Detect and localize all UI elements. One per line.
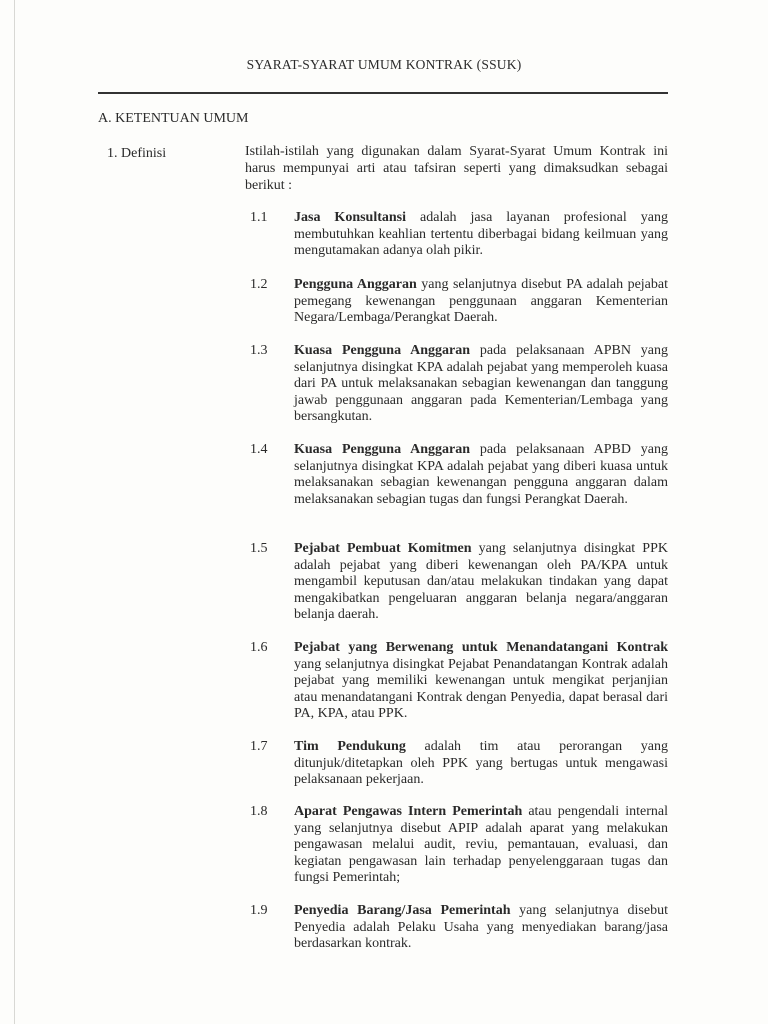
item-number: 1.5	[250, 541, 268, 556]
item-term: Kuasa Pengguna Anggaran	[294, 442, 471, 457]
item-description: yang selanjutnya disingkat PPK adalah pejabat yang diberi kewenangan oleh PA/KPA untuk mengambil keputusan dan/atau melakukan tindakan yang dapat mengakibatkan pengeluaran anggaran belanja negara/anggaran belanja daerah.	[294, 541, 668, 622]
definition-intro: Istilah-istilah yang digunakan dalam Syarat-Syarat Umum Kontrak ini harus mempunyai arti atau tafsiran seperti yang dimaksudkan sebagai berikut :	[245, 144, 668, 193]
item-term: Kuasa Pengguna Anggaran	[294, 343, 471, 358]
item-description: yang selanjutnya disebut Penyedia adalah Pelaku Usaha yang menyediakan barang/jasa berdasarkan kontrak.	[294, 903, 668, 951]
item-term: Tim Pendukung	[294, 739, 406, 754]
item-number: 1.6	[250, 640, 268, 655]
document-title: SYARAT-SYARAT UMUM KONTRAK (SSUK)	[246, 57, 522, 72]
item-description: atau pengendali internal yang selanjutnya disebut APIP adalah aparat yang melakukan pengawasan melalui audit, reviu, pemantauan, evaluasi, dan kegiatan pengawasan lain terhadap penyelenggaraan tugas dan fungsi Pemerintah;	[294, 804, 668, 885]
item-number: 1.3	[250, 343, 268, 358]
item-text	[294, 210, 668, 260]
item-number: 1.4	[250, 442, 268, 457]
item-description: adalah jasa layanan profesional yang membutuhkan keahlian tertentu diberbagai bidang keilmuan yang mengutamakan adanya olah pikir.	[294, 210, 668, 258]
item-term: Aparat Pengawas Intern Pemerintah	[294, 804, 523, 819]
item-description: pada pelaksanaan APBD yang selanjutnya disingkat KPA adalah pejabat yang diberi kuasa untuk melaksanakan sebagian kewenangan pengguna anggaran dalam melaksanakan sebagian tugas dan fungsi Perangkat Daerah.	[294, 442, 669, 507]
item-text	[294, 640, 668, 723]
item-description: adalah tim atau perorangan yang ditunjuk/ditetapkan oleh PPK yang bertugas untuk mengawasi pelaksanaan pekerjaan.	[294, 739, 669, 787]
item-term: Jasa Konsultansi	[294, 210, 407, 225]
item-term: Pejabat Pembuat Komitmen	[294, 541, 472, 556]
item-description: yang selanjutnya disingkat Pejabat Penandatangan Kontrak adalah pejabat yang memiliki kewenangan untuk mengikat perjanjian atau menandatangani Kontrak dengan Penyedia, dapat berasal dari PA, KPA, atau PPK.	[294, 656, 668, 721]
page-edge-line	[14, 0, 15, 1024]
item-text	[294, 277, 668, 327]
item-term: Pengguna Anggaran	[294, 277, 417, 292]
item-term: Penyedia Barang/Jasa Pemerintah	[294, 903, 511, 918]
item-number: 1.7	[250, 739, 268, 754]
item-text	[294, 903, 668, 953]
item-term: Pejabat yang Berwenang untuk Menandatangani Kontrak	[294, 640, 668, 655]
item-description: pada pelaksanaan APBN yang selanjutnya disingkat KPA adalah pejabat yang memperoleh kuasa dari PA untuk melaksanakan sebagian kewenangan dan tanggung jawab penggunaan anggaran pada Kementerian/Lembaga yang bersangkutan.	[294, 343, 669, 424]
item-number: 1.2	[250, 277, 268, 292]
item-number: 1.9	[250, 903, 268, 918]
item-text	[294, 804, 668, 887]
definition-label: 1. Definisi	[107, 146, 167, 161]
item-number: 1.1	[250, 210, 268, 225]
item-text	[294, 739, 668, 789]
item-text	[294, 541, 668, 624]
title-divider	[98, 92, 668, 94]
section-heading: A. KETENTUAN UMUM	[98, 111, 249, 126]
item-description: yang selanjutnya disebut PA adalah pejabat pemegang kewenangan penggunaan anggaran Kementerian Negara/Lembaga/Perangkat Daerah.	[294, 277, 668, 325]
item-text	[294, 442, 668, 508]
item-text	[294, 343, 668, 426]
item-number: 1.8	[250, 804, 268, 819]
